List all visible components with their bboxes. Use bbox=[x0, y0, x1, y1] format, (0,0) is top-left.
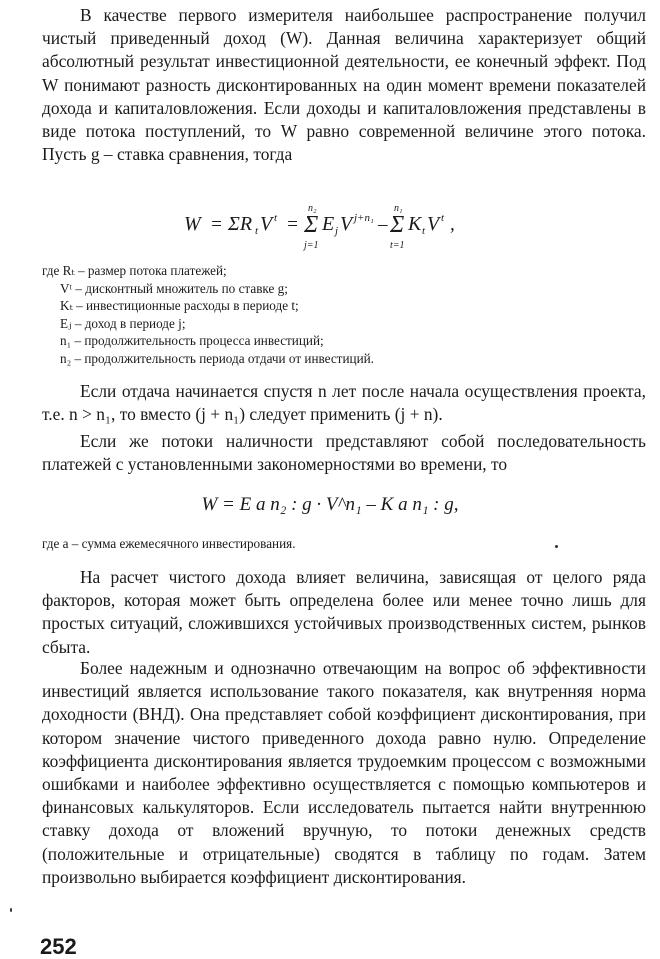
definition-v: Vᵗ – дисконтный множитель по ставке g; bbox=[60, 280, 288, 296]
formula-1-minus: – bbox=[378, 214, 388, 235]
formula-1-v-3: V bbox=[427, 213, 440, 235]
formula-1-sum-r: ΣR bbox=[228, 213, 253, 235]
formula-1-equals-1: = bbox=[210, 214, 223, 235]
formula-1-v: V bbox=[260, 213, 273, 235]
definition-e: Eⱼ – доход в периоде j; bbox=[60, 315, 186, 331]
formula-1-sub-t: t bbox=[255, 225, 259, 237]
formula-1-lhs: W bbox=[184, 213, 201, 235]
page-number: 252 bbox=[40, 934, 77, 959]
formula-net-present-value bbox=[0, 196, 660, 262]
formula-1-sum1-upper: n₂ bbox=[308, 203, 317, 214]
formula-1-sub-t-2: t bbox=[422, 225, 426, 237]
paragraph-cash-flows: Если же потоки наличности представляют собой последовательность платежей с установленными закономерностями во времени, то bbox=[42, 431, 646, 475]
formula-annuity: W = E a n₂ : g · V^n₁ – K a n₁ : g, bbox=[201, 494, 459, 515]
formula-1-sum2-upper: n₁ bbox=[394, 203, 403, 214]
formula-1-sum2-lower: t=1 bbox=[390, 240, 405, 251]
formula-1-sub-j: j bbox=[335, 225, 339, 237]
scan-speck bbox=[555, 545, 558, 548]
formula-1-sigma-2: Σ bbox=[390, 212, 405, 238]
formula-1-svg bbox=[180, 196, 480, 256]
formula-1-sigma-1: Σ bbox=[304, 212, 319, 238]
paragraph-irr: Более надежным и однозначно отвечающим на вопрос об эффективности инвестиций является использование такого показателя, как внутренняя норма доходности (ВНД). Она представляет собой коэффициент дисконтирования, при котором значение чистого приведенного дохода равно нулю. Определение коэффициента дисконтирования является трудоемким процессом с возможными ошибками и наиболее эффективно осуществляется с помощью компьютеров и финансовых калькуляторов. Если исследователь пытается найти внутреннюю ставку дохода от вложений вручную, то потоки денежных средств (положительные и отрицательные) сводятся в таблицу по годам. Затем произвольно выбирается коэффициент дисконтирования. bbox=[42, 658, 646, 887]
formula-1-e: E bbox=[322, 213, 335, 235]
formula-definitions bbox=[42, 262, 646, 367]
paragraph-intro: В качестве первого измерителя наибольшее распространение получил чистый приведенный доход (W). Данная величина характеризует общий абсолютный результат инвестиционной деятельности, ее конечный эффект. Под W понимают разность дисконтированных на один момент времени показателей дохода и капиталовложения. Если доходы и капиталовложения представлены в виде потока поступлений, то W равно современной величине этого потока. Пусть g – ставка сравнения, тогда bbox=[42, 5, 646, 165]
formula-1-v-2: V bbox=[340, 213, 353, 235]
formula-1-comma: , bbox=[450, 214, 455, 235]
formula-1-sup-t: t bbox=[274, 212, 278, 224]
formula-annuity-note: где a – сумма ежемесячного инвестирования. bbox=[42, 536, 296, 551]
definition-n1: n₁ – продолжительность процесса инвестиций; bbox=[60, 333, 324, 348]
formula-1-sup-j: j+n₁ bbox=[354, 212, 374, 224]
formula-1-sum1-lower: j=1 bbox=[304, 240, 319, 251]
formula-1-k: K bbox=[408, 213, 422, 235]
formula-1-equals-2: = bbox=[286, 214, 299, 235]
scan-speck bbox=[10, 908, 12, 912]
formula-1-sup-t-2: t bbox=[441, 212, 445, 224]
paragraph-return-start: Если отдача начинается спустя n лет после начала осуществления проекта, т.е. n > n₁, то вместо (j + n₁) следует применить (j + n). bbox=[42, 381, 646, 425]
definition-k: Kₜ – инвестиционные расходы в периоде t; bbox=[60, 298, 299, 313]
paragraph-net-income-factors: На расчет чистого дохода влияет величина, зависящая от целого ряда факторов, которая может быть определена более или менее точно лишь для простых ситуаций, сложившихся устойчивых производственных систем, рынков сбыта. bbox=[42, 567, 646, 657]
definition-n2: n₂ – продолжительность периода отдачи от инвестиций. bbox=[60, 350, 374, 366]
definition-r: где Rₜ – размер потока платежей; bbox=[42, 263, 227, 278]
